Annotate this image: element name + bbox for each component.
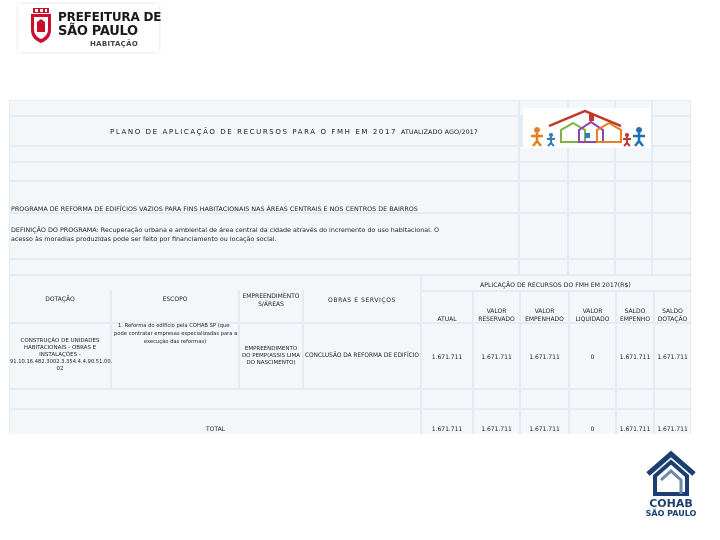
header-empenhado-1: VALOR — [534, 308, 555, 315]
header-saldo-empenho-2: EMPENHO — [619, 316, 651, 323]
logo-prefeitura-text: PREFEITURA DE — [58, 10, 162, 24]
cohab-logo — [640, 448, 702, 528]
row-saldo-dotacao: 1.671.711 — [657, 354, 688, 361]
row-dotacao-4: 91.10.16.482.3002.3.354.4.4.90.51.00. — [10, 359, 113, 365]
cohab-name: COHAB — [649, 497, 693, 510]
row-atual: 1.671.711 — [431, 354, 463, 361]
header-saldo-dotacao-2: DOTAÇÃO — [657, 316, 688, 323]
logo-habitacao-text: HABITAÇÃO — [90, 40, 139, 48]
header-dotacao: DOTAÇÃO — [45, 296, 75, 303]
plan-updated: ATUALIZADO AGO/2017 — [400, 128, 478, 136]
row-dotacao-1: CONSTRUÇÃO DE UNIDADES — [20, 338, 100, 344]
row-obras: CONCLUSÃO DA REFORMA DE EDIFÍCIO — [305, 353, 419, 359]
cohab-sub: SÃO PAULO — [645, 509, 697, 518]
total-saldo-dotacao: 1.671.711 — [657, 426, 688, 433]
row-saldo-empenho: 1.671.711 — [619, 354, 651, 361]
header-reservado-2: RESERVADO — [478, 316, 515, 323]
row-empenhado: 1.671.711 — [529, 354, 560, 361]
plan-title-text: PLANO DE APLICAÇÃO DE RECURSOS PARA O FMH EM 2017 — [110, 128, 398, 136]
city-crest-icon — [28, 8, 54, 44]
houses-family-icon — [523, 108, 651, 148]
row-escopo-1: 1. Reforma do edifício pela COHAB SP (que — [118, 323, 230, 329]
program-definition-line2: acesso às moradias produzidas pode ser feito por financiamento ou locação social. — [11, 235, 277, 243]
houses-illustration — [523, 108, 651, 148]
row-emp-2: DO PEMP(ASSIS LIMA — [241, 353, 301, 359]
resource-plan-table — [9, 100, 691, 434]
header-atual: ATUAL — [437, 316, 457, 323]
row-dotacao-5: 02 — [56, 366, 64, 372]
header-obras: OBRAS E SERVIÇOS — [328, 297, 396, 304]
cohab-house-icon — [640, 448, 702, 498]
header-empenhado-2: EMPENHADO — [525, 316, 564, 323]
header-saldo-dotacao-1: SALDO — [662, 308, 683, 315]
row-emp-1: EMPREENDIMENTO — [244, 346, 298, 352]
row-liquidado: 0 — [590, 354, 595, 361]
header-reservado-1: VALOR — [486, 308, 507, 315]
header-liquidado-1: VALOR — [582, 308, 603, 315]
total-saldo-empenho: 1.671.711 — [619, 426, 651, 433]
row-dotacao-3: INSTALAÇÕES - — [39, 352, 81, 358]
total-atual: 1.671.711 — [431, 426, 463, 433]
header-saldo-empenho-1: SALDO — [624, 308, 646, 315]
logo-sao-paulo-text: SÃO PAULO — [58, 24, 138, 39]
total-reservado: 1.671.711 — [481, 426, 512, 433]
header-empreendimento-1: EMPREENDIMENTO — [242, 293, 300, 300]
row-escopo-2: pode contratar empresas especializadas para a — [114, 331, 238, 337]
row-reservado: 1.671.711 — [481, 354, 512, 361]
header-empreendimento-2: S/ÁREAS — [258, 301, 284, 308]
header-escopo: ESCOPO — [162, 296, 188, 303]
group-header: APLICAÇÃO DE RECURSOS DO FMH EM 2017(R$) — [480, 282, 631, 289]
program-name: PROGRAMA DE REFORMA DE EDIFÍCIOS VAZIOS PARA FINS HABITACIONAIS NAS ÁREAS CENTRAIS E NOS CENTROS DE BAIRROS — [11, 205, 418, 213]
total-label: TOTAL — [206, 426, 226, 433]
program-definition-line1: DEFINIÇÃO DO PROGRAMA: Recuperação urbana e ambiental de área central da cidade através do incremento do uso habitacional. O — [11, 226, 440, 234]
prefeitura-logo — [18, 4, 162, 52]
plan-title — [110, 128, 478, 136]
row-escopo-3: execução das reformas) — [143, 339, 207, 345]
row-dotacao-2: HABITACIONAIS - OBRAS E — [23, 345, 97, 351]
total-empenhado: 1.671.711 — [529, 426, 560, 433]
total-liquidado: 0 — [590, 426, 595, 433]
header-liquidado-2: LIQUIDADO — [575, 316, 610, 323]
row-emp-3: DO NASCIMENTO) — [246, 360, 296, 366]
